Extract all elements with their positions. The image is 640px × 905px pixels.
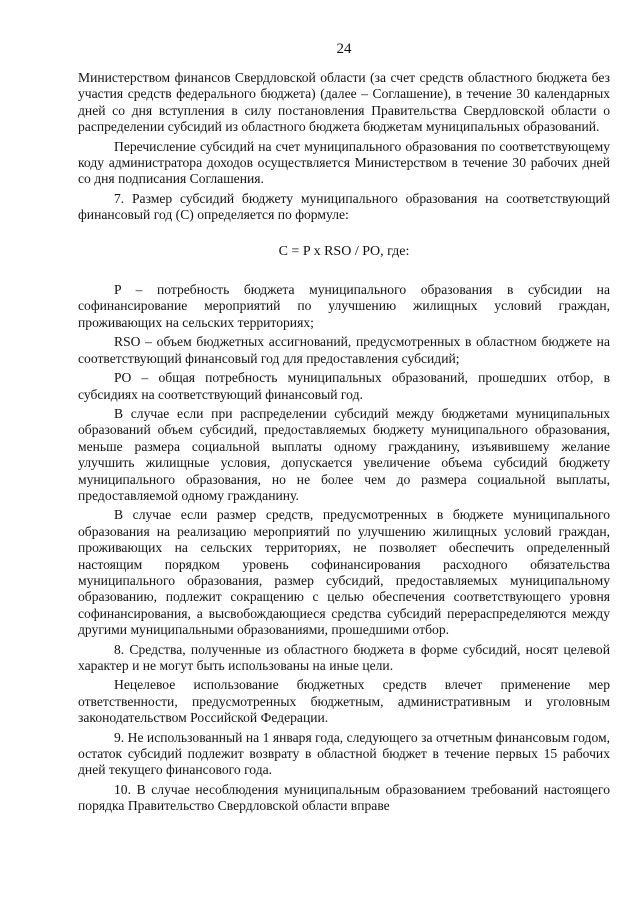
- paragraph-def-p: P – потребность бюджета муниципального образования в субсидии на софинансирование мероприятий по улучшению жилищных условий граждан, проживающих на сельских территориях;: [78, 282, 610, 330]
- paragraph-item-7: 7. Размер субсидий бюджету муниципального образования на соответствующий финансовый год (С) определяется по формуле:: [78, 190, 610, 223]
- paragraph-case-2: В случае если размер средств, предусмотренных в бюджете муниципального образования на реализацию мероприятий по улучшению жилищных условий граждан, проживающих на сельских территориях, не позволяет обеспечить определенный настоящим порядком уровень софинансирования расходного обязательства муниципального образования, размер субсидий, предоставляемых муниципальному образованию, подлежит сокращению с целью обеспечения соответствующего уровня софинансирования, а высвобождающиеся средства субсидий перераспределяются между другими муниципальными образованиями, прошедшими отбор.: [78, 507, 610, 638]
- paragraph-item-8: 8. Средства, полученные из областного бюджета в форме субсидий, носят целевой характер и не могут быть использованы на иные цели.: [78, 641, 610, 673]
- paragraph-def-po: PO – общая потребность муниципальных образований, прошедших отбор, в субсидиях на соответствующий финансовый год.: [78, 370, 610, 402]
- paragraph-misuse: Нецелевое использование бюджетных средств влечет применение мер ответственности, предусмотренных бюджетным, административным и уголовным законодательством Российской Федерации.: [78, 677, 610, 726]
- paragraph-transfer: Перечисление субсидий на счет муниципального образования по соответствующему коду администратора доходов осуществляется Министерством в течение 30 рабочих дней со дня подписания Соглашения.: [78, 138, 610, 187]
- paragraph-case-1: В случае если при распределении субсидий между бюджетами муниципальных образований объем субсидий, предоставляемых бюджету муниципального образования, меньше размера социальной выплаты одному гражданину, изъявившему желание улучшить жилищные условия, допускается увеличение объема субсидий бюджету муниципального образования, но не более чем до размера социальной выплаты, предоставляемой одному гражданину.: [78, 405, 610, 503]
- document-body: [78, 70, 610, 815]
- formula: С = P x RSO / PO, где:: [278, 243, 410, 259]
- paragraph-item-10: 10. В случае несоблюдения муниципальным образованием требований настоящего порядка Правительство Свердловской области вправе: [78, 781, 610, 814]
- paragraph-item-9: 9. Не использованный на 1 января года, следующего за отчетным финансовым годом, остаток субсидий подлежит возврату в областной бюджет в течение первых 15 рабочих дней текущего финансового года.: [78, 729, 610, 778]
- page-number: 24: [336, 41, 352, 57]
- paragraph-continuation: Министерством финансов Свердловской области (за счет средств областного бюджета без участия средств федерального бюджета) (далее – Соглашение), в течение 30 календарных дней со дня вступления в силу постановления Правительства Свердловской области о распределении субсидий из областного бюджета бюджетам муниципальных образований.: [78, 70, 610, 135]
- paragraph-def-rso: RSO – объем бюджетных ассигнований, предусмотренных в областном бюджете на соответствующий финансовый год для предоставления субсидий;: [78, 334, 610, 366]
